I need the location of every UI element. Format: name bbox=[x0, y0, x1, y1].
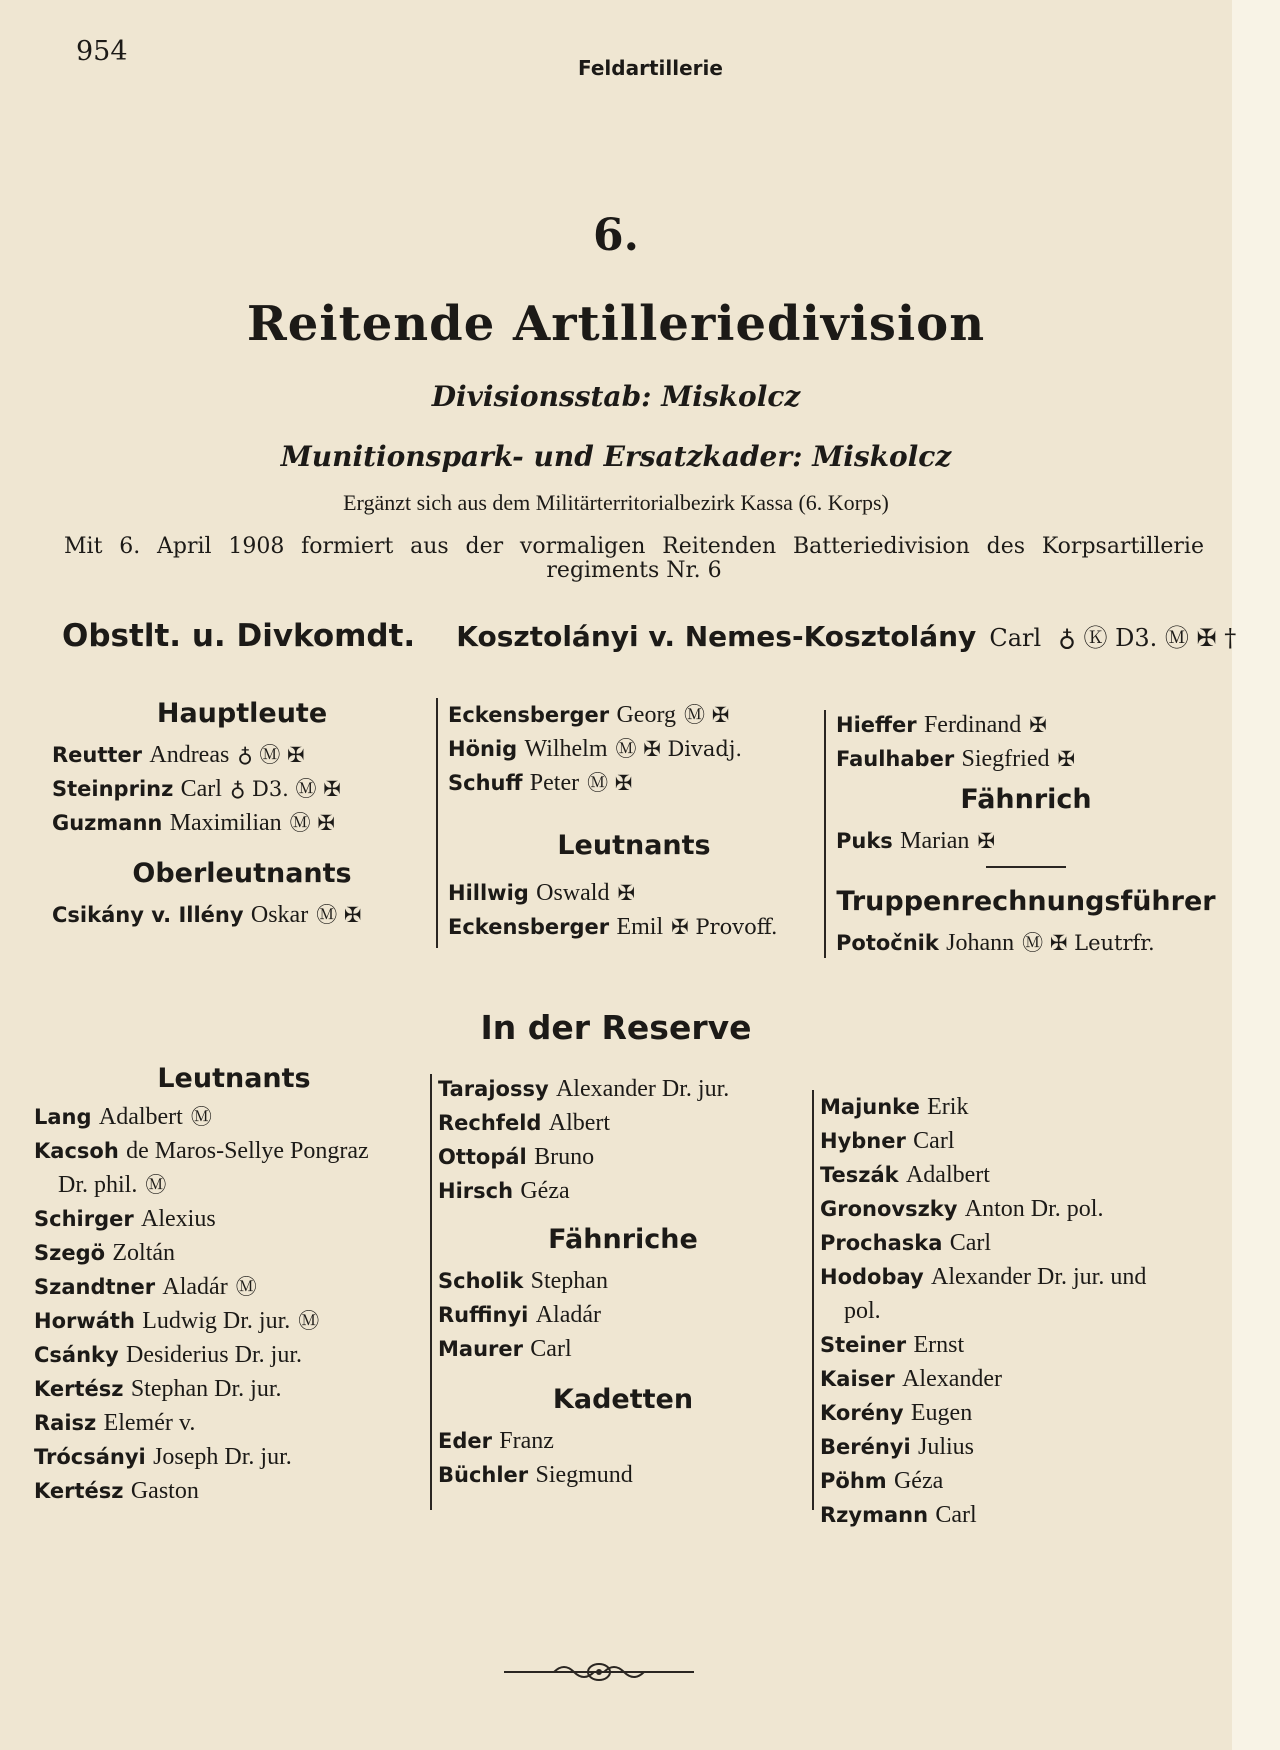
list-item bbox=[438, 1140, 808, 1174]
oberleutnants-list-continued bbox=[836, 708, 1216, 776]
officer-surname: Puks bbox=[836, 829, 901, 853]
list-item bbox=[448, 766, 820, 800]
officer-given-name: Oswald bbox=[536, 880, 610, 906]
officer-surname: Lang bbox=[34, 1105, 99, 1129]
officer-surname: Büchler bbox=[438, 1463, 536, 1487]
list-item bbox=[836, 926, 1216, 960]
officer-given-name: Carl bbox=[180, 776, 222, 802]
list-item bbox=[34, 1338, 434, 1372]
commander-rank: Obstlt. u. Divkomdt. bbox=[62, 618, 416, 654]
column-divider bbox=[812, 1090, 814, 1510]
staff-line: Divisionsstab: Miskolcz bbox=[431, 380, 801, 413]
officer-surname: Scholik bbox=[438, 1269, 531, 1293]
officer-given-name: Maximilian bbox=[169, 810, 282, 836]
officer-given-name: Zoltán bbox=[112, 1240, 176, 1266]
active-column-2 bbox=[448, 698, 820, 944]
section-heading-faehnriche: Fähnriche bbox=[548, 1224, 698, 1255]
list-item bbox=[820, 1396, 1220, 1430]
section-heading-reserve-leutnants: Leutnants bbox=[157, 1063, 311, 1094]
list-item bbox=[820, 1260, 1220, 1294]
commander-line bbox=[62, 618, 1237, 654]
list-item bbox=[820, 1090, 1220, 1124]
reserve-heading: In der Reserve bbox=[480, 1008, 752, 1047]
officer-surname: Hybner bbox=[820, 1129, 914, 1153]
officer-given-name: Eugen bbox=[910, 1400, 973, 1426]
officer-surname: Prochaska bbox=[820, 1231, 950, 1255]
officer-given-name: Carl bbox=[530, 1336, 572, 1362]
officer-surname: Eder bbox=[438, 1429, 500, 1453]
commander-given: Carl bbox=[989, 624, 1042, 652]
officer-given-name: Carl bbox=[913, 1128, 955, 1154]
officer-given-name: Gaston bbox=[130, 1478, 199, 1504]
reserve-column-2 bbox=[438, 1072, 808, 1492]
officer-surname: Maurer bbox=[438, 1337, 531, 1361]
officer-surname: Hillwig bbox=[448, 881, 537, 905]
list-item bbox=[52, 806, 432, 840]
officer-decorations: ♁ Ⓜ ✠ bbox=[237, 743, 305, 767]
active-column-1 bbox=[52, 690, 432, 932]
officer-surname: Ruffinyi bbox=[438, 1303, 536, 1327]
list-item bbox=[820, 1464, 1220, 1498]
hauptleute-list bbox=[52, 738, 432, 840]
list-item bbox=[448, 910, 820, 944]
reserve-leutnants-list bbox=[34, 1100, 434, 1508]
officer-surname: Kertész bbox=[34, 1479, 131, 1503]
depot-line: Munitionspark- und Ersatzkader: Miskolcz bbox=[280, 440, 952, 473]
list-item bbox=[820, 1498, 1220, 1532]
officer-surname: Raisz bbox=[34, 1411, 104, 1435]
list-item bbox=[52, 738, 432, 772]
officer-decorations: Ⓜ ✠ Divadj. bbox=[615, 737, 743, 761]
section-heading-hauptleute: Hauptleute bbox=[156, 698, 328, 729]
officer-given-name: Bruno bbox=[534, 1144, 595, 1170]
officer-given-name: Alexander Dr. jur. und bbox=[931, 1264, 1147, 1290]
list-item bbox=[34, 1406, 434, 1440]
list-item bbox=[34, 1474, 434, 1508]
officer-surname: Guzmann bbox=[52, 811, 170, 835]
officer-surname: Eckensberger bbox=[448, 703, 617, 727]
section-heading-oberleutnants: Oberleutnants bbox=[132, 858, 352, 889]
officer-given-name: Aladár bbox=[535, 1302, 601, 1328]
list-item bbox=[448, 698, 820, 732]
officer-surname: Schirger bbox=[34, 1207, 142, 1231]
officer-surname: Potočnik bbox=[836, 931, 947, 955]
commander-surname: Kosztolányi v. Nemes-Kosztolány bbox=[456, 620, 977, 653]
commander-decorations: ♁ Ⓚ D3. Ⓜ ✠ † bbox=[1058, 624, 1237, 652]
hauptleute-list-continued bbox=[448, 698, 820, 800]
reserve-column-3 bbox=[820, 1090, 1220, 1532]
active-column-3 bbox=[836, 708, 1216, 960]
officer-given-name: Anton Dr. pol. bbox=[964, 1196, 1104, 1222]
list-item bbox=[438, 1458, 808, 1492]
list-item bbox=[820, 1362, 1220, 1396]
reserve-leutnants-list-continued bbox=[438, 1072, 808, 1208]
officer-given-name: Elemér v. bbox=[103, 1410, 196, 1436]
officer-given-name: pol. bbox=[844, 1298, 881, 1324]
officer-surname: Hirsch bbox=[438, 1179, 521, 1203]
list-item bbox=[448, 732, 820, 766]
officer-given-name: Emil bbox=[616, 914, 664, 940]
list-item bbox=[34, 1202, 434, 1236]
officer-given-name: Desiderius Dr. jur. bbox=[126, 1342, 302, 1368]
officer-decorations: ✠ bbox=[1029, 713, 1047, 737]
officer-decorations: Ⓜ ✠ bbox=[684, 703, 730, 727]
officer-decorations: Ⓜ bbox=[190, 1105, 212, 1129]
officer-surname: Kertész bbox=[34, 1377, 131, 1401]
officer-given-name: Alexander Dr. jur. bbox=[555, 1076, 730, 1102]
officer-given-name: Aladár bbox=[162, 1274, 228, 1300]
officer-given-name: Albert bbox=[548, 1110, 611, 1136]
officer-given-name: Erik bbox=[927, 1094, 969, 1120]
list-item bbox=[820, 1226, 1220, 1260]
officer-surname: Kacsoh bbox=[34, 1139, 127, 1163]
list-item bbox=[836, 708, 1216, 742]
list-item bbox=[438, 1298, 808, 1332]
officer-surname: Ottopál bbox=[438, 1145, 535, 1169]
officer-surname: Faulhaber bbox=[836, 747, 962, 771]
officer-surname: Gronovszky bbox=[820, 1197, 965, 1221]
officer-surname: Hönig bbox=[448, 737, 525, 761]
officer-given-name: Adalbert bbox=[905, 1162, 990, 1188]
officer-given-name: Adalbert bbox=[98, 1104, 183, 1130]
reserve-leutnants-list-continued bbox=[820, 1090, 1220, 1532]
officer-surname: Csánky bbox=[34, 1343, 126, 1367]
officer-surname: Teszák bbox=[820, 1163, 906, 1187]
column-divider bbox=[824, 710, 826, 958]
officer-given-name: Alexius bbox=[141, 1206, 216, 1232]
officer-decorations: ✠ Provoff. bbox=[671, 915, 778, 939]
officer-given-name: Siegfried bbox=[961, 746, 1050, 772]
faehnriche-list bbox=[438, 1264, 808, 1366]
officer-decorations: ✠ bbox=[617, 881, 636, 905]
officer-given-name: Johann bbox=[946, 930, 1015, 956]
officer-surname: Majunke bbox=[820, 1095, 928, 1119]
recruitment-line: Ergänzt sich aus dem Militärterritorialbezirk Kassa (6. Korps) bbox=[343, 490, 889, 515]
officer-surname: Korény bbox=[820, 1401, 911, 1425]
reserve-column-1 bbox=[34, 1058, 434, 1508]
kadetten-list bbox=[438, 1424, 808, 1492]
section-heading-faehnrich: Fähnrich bbox=[960, 784, 1092, 815]
officer-given-name: Marian bbox=[900, 828, 970, 854]
officer-decorations: Ⓜ bbox=[235, 1275, 257, 1299]
list-item bbox=[820, 1430, 1220, 1464]
page-edge bbox=[1232, 0, 1280, 1750]
list-item bbox=[820, 1158, 1220, 1192]
list-item bbox=[52, 898, 432, 932]
officer-surname: Steinprinz bbox=[52, 777, 181, 801]
officer-given-name: Carl bbox=[949, 1230, 992, 1256]
officer-given-name: Dr. phil. bbox=[58, 1172, 138, 1198]
officer-surname: Schuff bbox=[448, 771, 530, 795]
officer-given-name: Siegmund bbox=[535, 1462, 633, 1488]
officer-surname: Rechfeld bbox=[438, 1111, 549, 1135]
list-item bbox=[836, 742, 1216, 776]
officer-surname: Eckensberger bbox=[448, 915, 617, 939]
list-item bbox=[820, 1328, 1220, 1362]
officer-given-name: Joseph Dr. jur. bbox=[153, 1444, 292, 1470]
officer-given-name: Géza bbox=[893, 1468, 944, 1494]
list-item bbox=[438, 1106, 808, 1140]
officer-surname: Pöhm bbox=[820, 1469, 894, 1493]
officer-given-name: Carl bbox=[935, 1502, 977, 1528]
list-item bbox=[820, 1124, 1220, 1158]
officer-surname: Szegö bbox=[34, 1241, 113, 1265]
officer-given-name: Géza bbox=[520, 1178, 570, 1204]
officer-given-name: Ferdinand bbox=[923, 712, 1022, 738]
officer-given-name: Georg bbox=[616, 702, 677, 728]
officer-given-name: Stephan Dr. jur. bbox=[130, 1376, 282, 1402]
officer-surname: Trócsányi bbox=[34, 1445, 154, 1469]
list-item bbox=[820, 1294, 1220, 1328]
division-title: Reitende Artilleriedivision bbox=[246, 296, 986, 352]
officer-surname: Szandtner bbox=[34, 1275, 163, 1299]
formation-line: Mit 6. April 1908 formiert aus der vormaligen Reitenden Batteriedivision des Korpsartillerie regiments Nr. 6 bbox=[64, 534, 1204, 583]
officer-decorations: Ⓜ bbox=[298, 1309, 320, 1333]
list-item bbox=[438, 1332, 808, 1366]
officer-surname: Hodobay bbox=[820, 1265, 932, 1289]
officer-decorations: ✠ bbox=[1057, 747, 1076, 771]
list-item bbox=[34, 1372, 434, 1406]
officer-given-name: Julius bbox=[918, 1434, 975, 1460]
column-divider bbox=[430, 1074, 432, 1510]
officer-given-name: Alexander bbox=[902, 1366, 1003, 1392]
list-item bbox=[34, 1270, 434, 1304]
officer-given-name: Ludwig Dr. jur. bbox=[142, 1308, 291, 1334]
list-item bbox=[34, 1168, 434, 1202]
list-item bbox=[34, 1236, 434, 1270]
officer-surname: Tarajossy bbox=[438, 1077, 556, 1101]
officer-surname: Kaiser bbox=[820, 1367, 903, 1391]
officer-surname: Reutter bbox=[52, 743, 150, 767]
officer-surname: Rzymann bbox=[820, 1503, 936, 1527]
list-item bbox=[438, 1264, 808, 1298]
list-item bbox=[52, 772, 432, 806]
officer-decorations: ✠ bbox=[977, 829, 996, 853]
list-item bbox=[34, 1304, 434, 1338]
division-number: 6. bbox=[593, 210, 639, 261]
officer-given-name: Wilhelm bbox=[524, 736, 608, 762]
section-heading-truppenrechnungsfuehrer: Truppenrechnungsführer bbox=[836, 886, 1216, 917]
list-item bbox=[836, 824, 1216, 858]
running-head: Feldartillerie bbox=[578, 56, 723, 80]
officer-surname: Steiner bbox=[820, 1333, 914, 1357]
officer-decorations: Ⓜ ✠ bbox=[587, 771, 633, 795]
list-item bbox=[438, 1072, 808, 1106]
officer-surname: Berényi bbox=[820, 1435, 918, 1459]
officer-given-name: Ernst bbox=[913, 1332, 965, 1358]
officer-given-name: de Maros-Sellye Pongraz bbox=[126, 1138, 369, 1164]
list-item bbox=[34, 1134, 434, 1168]
section-heading-kadetten: Kadetten bbox=[552, 1384, 694, 1415]
faehnrich-list bbox=[836, 824, 1216, 858]
officer-given-name: Peter bbox=[529, 770, 580, 796]
officer-given-name: Andreas bbox=[149, 742, 230, 768]
leutnants-list bbox=[448, 876, 820, 944]
officer-decorations: Ⓜ ✠ bbox=[316, 903, 362, 927]
list-item bbox=[438, 1174, 808, 1208]
column-divider bbox=[436, 698, 438, 948]
ornament-divider bbox=[504, 1658, 694, 1686]
officer-surname: Csikány v. Illény bbox=[52, 903, 251, 927]
oberleutnants-list bbox=[52, 898, 432, 932]
officer-surname: Horwáth bbox=[34, 1309, 143, 1333]
list-item bbox=[34, 1100, 434, 1134]
list-item bbox=[820, 1192, 1220, 1226]
officer-decorations: Ⓜ bbox=[145, 1173, 167, 1197]
list-item bbox=[438, 1424, 808, 1458]
officer-surname: Hieffer bbox=[836, 713, 924, 737]
list-item bbox=[448, 876, 820, 910]
truppenrechnungsfuehrer-list bbox=[836, 926, 1216, 960]
officer-decorations: Ⓜ ✠ Leutrfr. bbox=[1022, 931, 1155, 955]
section-rule bbox=[986, 866, 1066, 868]
list-item bbox=[34, 1440, 434, 1474]
section-heading-leutnants: Leutnants bbox=[557, 830, 711, 861]
officer-given-name: Oskar bbox=[250, 902, 309, 928]
officer-decorations: Ⓜ ✠ bbox=[289, 811, 335, 835]
page-number: 954 bbox=[76, 36, 128, 67]
officer-given-name: Stephan bbox=[530, 1268, 608, 1294]
officer-given-name: Franz bbox=[499, 1428, 554, 1454]
officer-decorations: ♁ D3. Ⓜ ✠ bbox=[229, 777, 341, 801]
